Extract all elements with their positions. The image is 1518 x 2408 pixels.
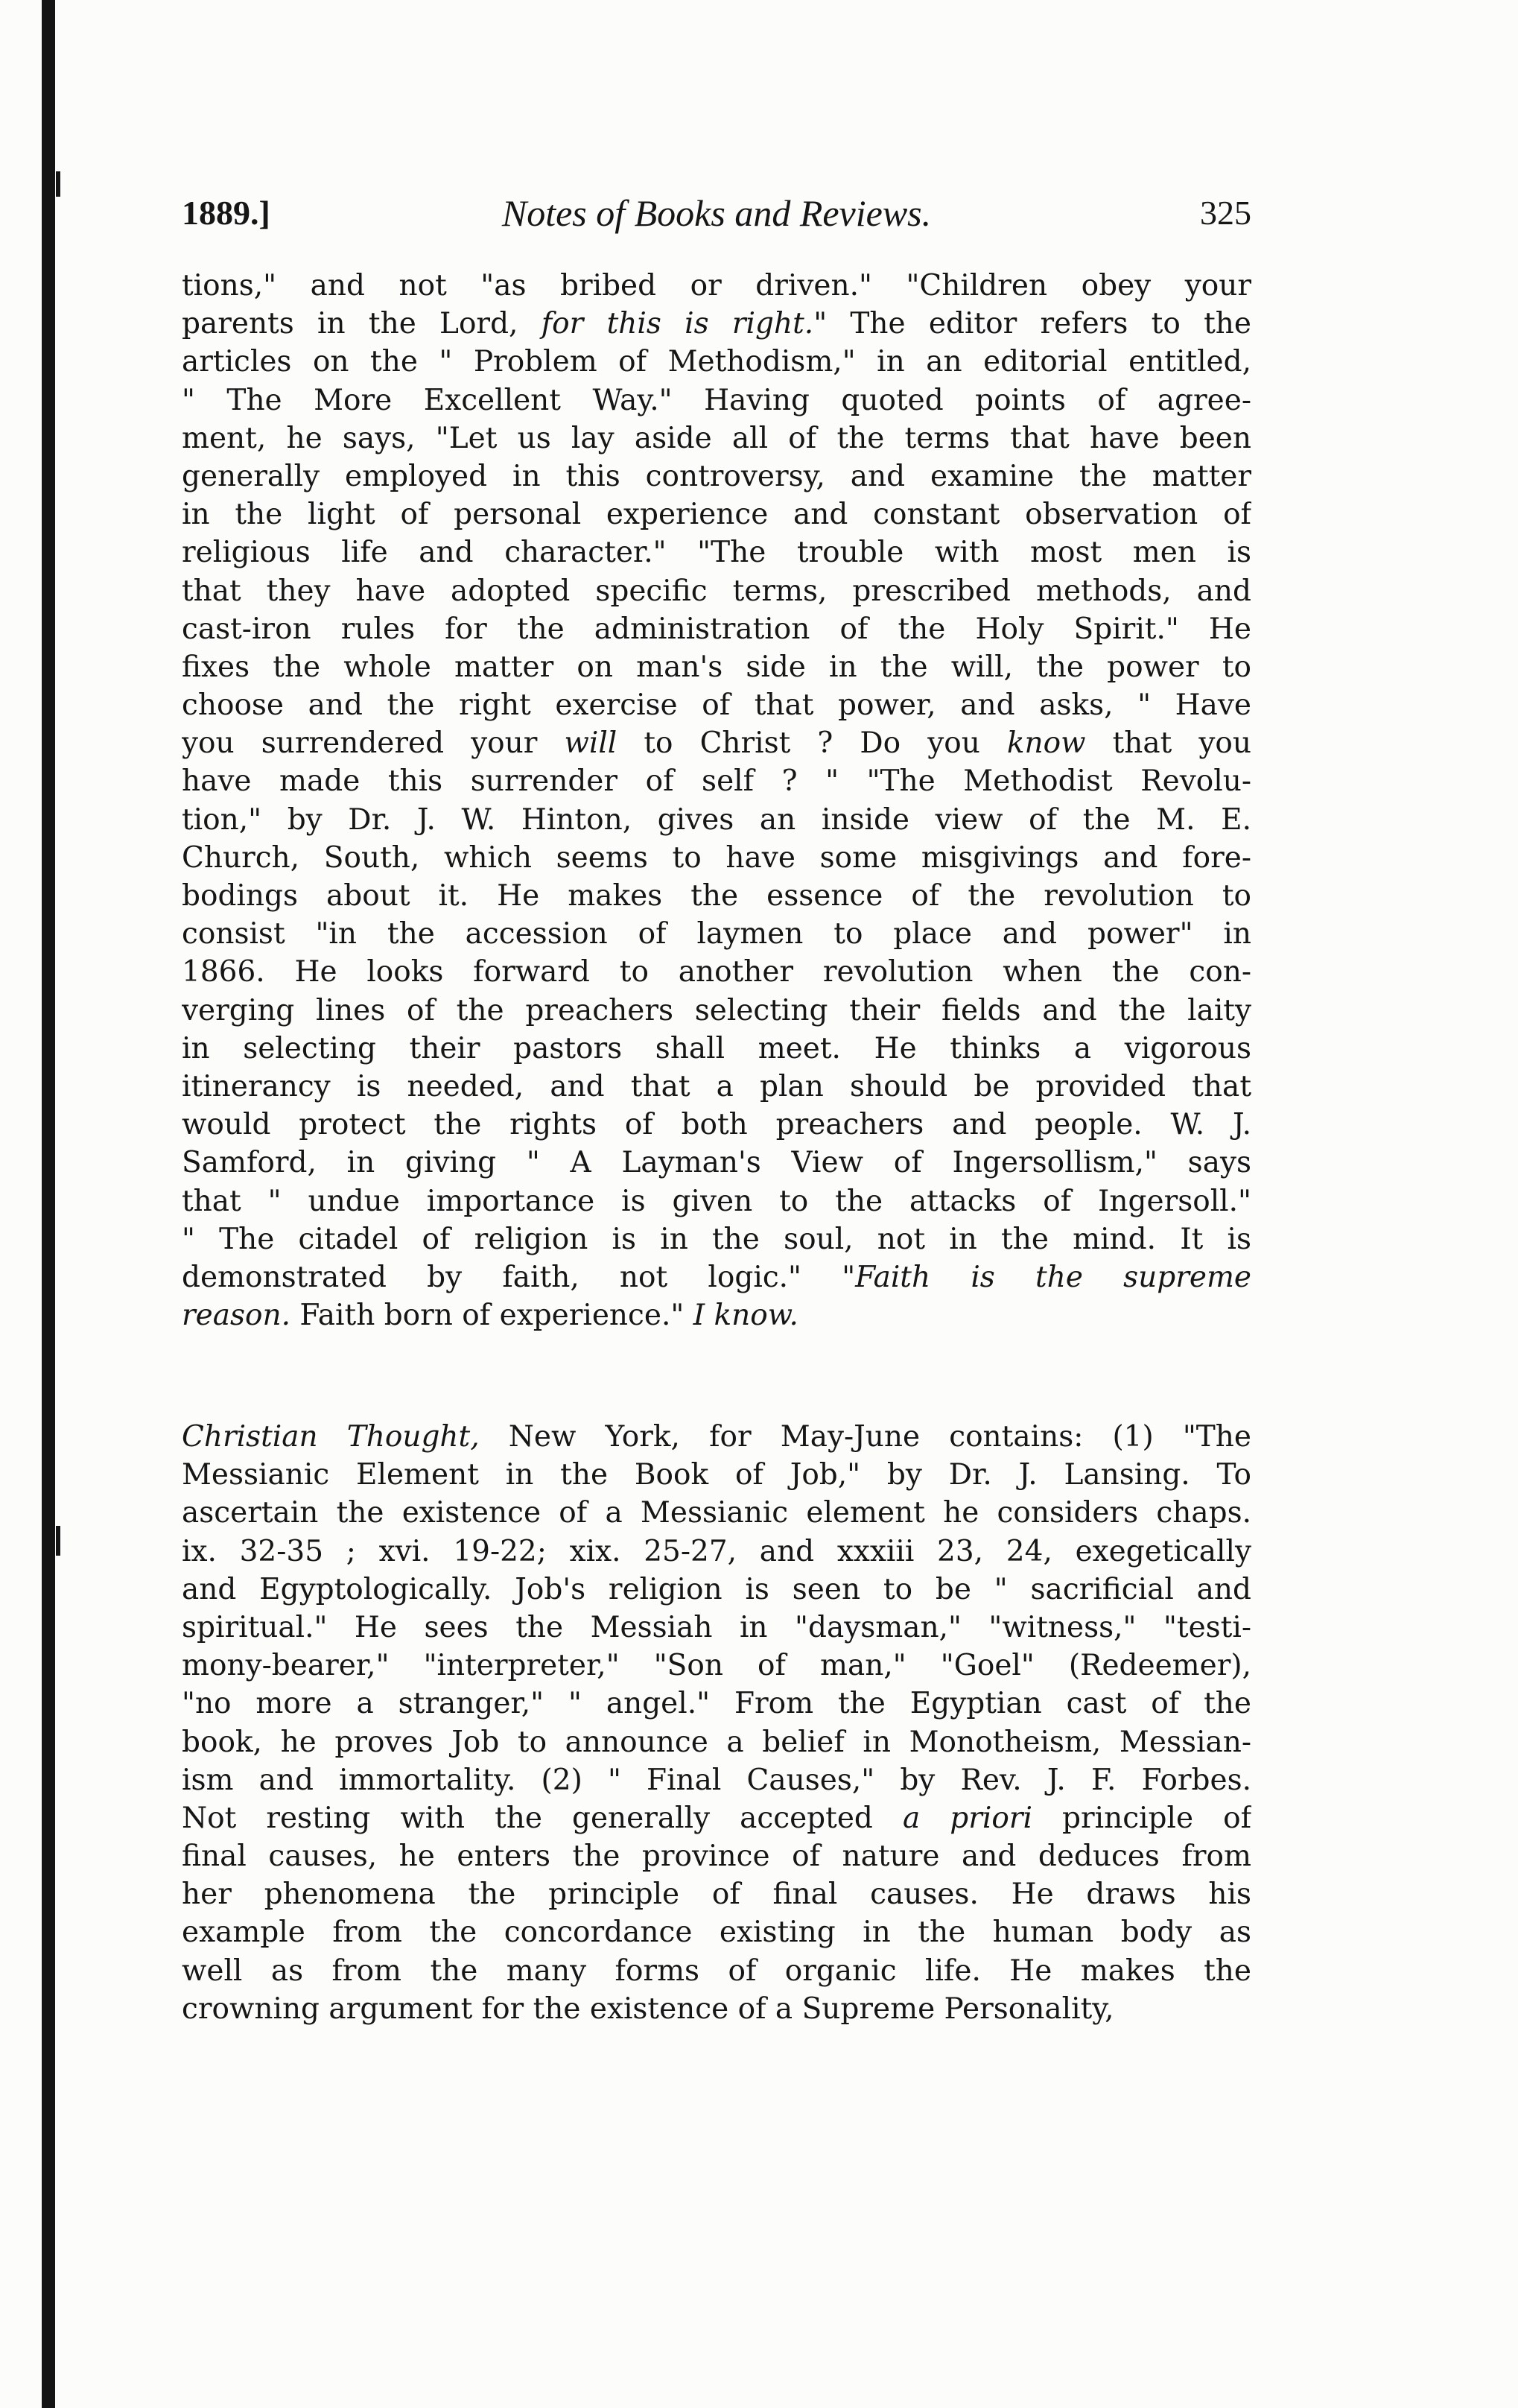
text-line: reason. Faith born of experience." I know. bbox=[182, 1299, 798, 1333]
text-line: Not resting with the generally accepted a priori principle of bbox=[182, 1801, 1251, 1835]
header-title: Notes of Books and Reviews. bbox=[501, 192, 932, 234]
text-line: spiritual." He sees the Messiah in "daysman," "witness," "testi- bbox=[182, 1610, 1251, 1644]
running-header bbox=[182, 191, 1251, 235]
text-line: crowning argument for the existence of a Supreme Personality, bbox=[182, 1992, 1114, 2026]
text-line: have made this surrender of self ? " "The Methodist Revolu- bbox=[182, 764, 1251, 799]
text-line: " The citadel of religion is in the soul, not in the mind. It is bbox=[182, 1222, 1251, 1256]
text-line: articles on the " Problem of Methodism," in an editorial entitled, bbox=[182, 345, 1251, 379]
text-line: mony-bearer," "interpreter," "Son of man," "Goel" (Redeemer), bbox=[182, 1649, 1251, 1683]
header-year: 1889.] bbox=[182, 194, 270, 232]
text-line: ment, he says, "Let us lay aside all of the terms that have been bbox=[182, 421, 1251, 455]
text-line: final causes, he enters the province of nature and deduces from bbox=[182, 1840, 1251, 1874]
text-line: and Egyptologically. Job's religion is seen to be " sacrificial and bbox=[182, 1572, 1251, 1606]
text-line: consist "in the accession of laymen to place and power" in bbox=[182, 917, 1251, 951]
text-line: well as from the many forms of organic life. He makes the bbox=[182, 1954, 1251, 1988]
page-number: 325 bbox=[1200, 194, 1251, 232]
text-line: Samford, in giving " A Layman's View of Ingersollism," says bbox=[182, 1146, 1251, 1180]
text-line: cast-iron rules for the administration of the Holy Spirit." He bbox=[182, 612, 1251, 646]
text-line: parents in the Lord, for this is right." The editor refers to the bbox=[182, 307, 1251, 341]
text-line: demonstrated by faith, not logic." "Faith is the supreme bbox=[182, 1260, 1251, 1294]
text-line: 1866. He looks forward to another revolution when the con- bbox=[182, 955, 1251, 989]
text-line: you surrendered your will to Christ ? Do you know that you bbox=[182, 726, 1251, 761]
text-line: tions," and not "as bribed or driven." "Children obey your bbox=[182, 269, 1251, 302]
text-line: itinerancy is needed, and that a plan should be provided that bbox=[182, 1069, 1251, 1103]
text-line: book, he proves Job to announce a belief in Monotheism, Messian- bbox=[182, 1725, 1251, 1759]
text-line: would protect the rights of both preachers and people. W. J. bbox=[182, 1108, 1251, 1142]
text-line: example from the concordance existing in the human body as bbox=[182, 1916, 1251, 1950]
text-line: bodings about it. He makes the essence of the revolution to bbox=[182, 879, 1251, 913]
text-line: Church, South, which seems to have some misgivings and fore- bbox=[182, 840, 1251, 875]
text-line: "no more a stranger," " angel." From the Egyptian cast of the bbox=[182, 1687, 1251, 1721]
binding-mark bbox=[56, 1526, 60, 1556]
text-line: ism and immortality. (2) " Final Causes," by Rev. J. F. Forbes. bbox=[182, 1763, 1251, 1797]
text-line: choose and the right exercise of that power, and asks, " Have bbox=[182, 688, 1251, 723]
text-line: religious life and character." "The trouble with most men is bbox=[182, 536, 1251, 570]
text-line: Messianic Element in the Book of Job," by Dr. J. Lansing. To bbox=[182, 1458, 1251, 1492]
binding-mark bbox=[56, 171, 60, 197]
text-line: verging lines of the preachers selecting their fields and the laity bbox=[182, 993, 1251, 1027]
text-line: that " undue importance is given to the attacks of Ingersoll." bbox=[182, 1184, 1251, 1218]
text-line: tion," by Dr. J. W. Hinton, gives an inside view of the M. E. bbox=[182, 802, 1251, 837]
text-line: Christian Thought, New York, for May-June contains: (1) "The bbox=[182, 1420, 1251, 1454]
text-line: her phenomena the principle of final causes. He draws his bbox=[182, 1878, 1251, 1912]
paragraph-2 bbox=[182, 1418, 1251, 2028]
text-line: in the light of personal experience and constant observation of bbox=[182, 498, 1251, 532]
text-line: that they have adopted specific terms, prescribed methods, and bbox=[182, 574, 1251, 608]
paragraph-1 bbox=[182, 267, 1251, 1334]
text-line: ascertain the existence of a Messianic element he considers chaps. bbox=[182, 1496, 1251, 1530]
page-binding-edge bbox=[42, 0, 55, 2408]
text-line: generally employed in this controversy, and examine the matter bbox=[182, 459, 1251, 493]
text-line: " The More Excellent Way." Having quoted points of agree- bbox=[182, 383, 1251, 417]
text-line: in selecting their pastors shall meet. He thinks a vigorous bbox=[182, 1031, 1251, 1065]
text-line: ix. 32-35 ; xvi. 19-22; xix. 25-27, and xxxiii 23, 24, exegetically bbox=[182, 1534, 1251, 1568]
text-line: fixes the whole matter on man's side in the will, the power to bbox=[182, 650, 1251, 684]
